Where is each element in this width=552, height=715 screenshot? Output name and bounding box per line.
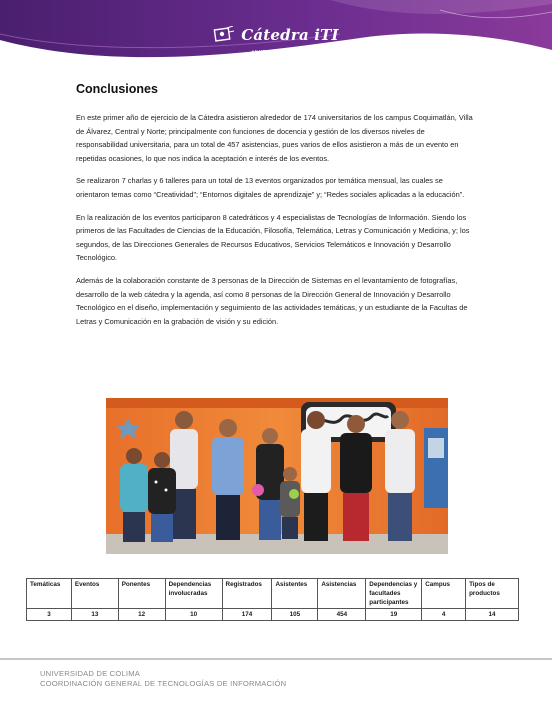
brand-lockup — [0, 26, 552, 56]
paragraph-attendance: En este primer año de ejercicio de la Cátedra asistieron alrededor de 174 universitarios de los campus Coquimatlán, Villa de Álvarez, Central y Norte; principalmente con funciones de docencia y gestión de los diversos niveles de responsabilidad universitaria, para un total de 457 asistencias, pues varios de ellos asistieron a más de un evento en repetidas ocasiones, lo que nos indica la aceptación e interés de los eventos. — [76, 113, 473, 163]
header-tematicas: Temáticas — [27, 579, 72, 609]
section-title: Conclusiones — [76, 82, 158, 96]
value-dependencias-involucradas: 10 — [165, 609, 222, 621]
paragraph-speakers: En la realización de los eventos participaron 8 catedráticos y 4 especialistas de Tecnologías de Información. Siendo los primeros de las Facultades de Ciencias de la Educación, Filosofía, Telemática, Letras y Comunicación y Medicina, y; los segundos, de las Direcciones Generales de Recursos Educativos, Servicios Telemáticos e Innovación y Desarrollo Tecnológico. — [76, 212, 470, 263]
table-row — [27, 609, 519, 621]
value-asistentes: 105 — [272, 609, 318, 621]
header-asistencias: Asistencias — [318, 579, 366, 609]
statistics-table — [26, 578, 519, 621]
header-campus: Campus — [422, 579, 466, 609]
header-dependencias-involucradas: Dependencias involucradas — [165, 579, 222, 609]
footer — [40, 669, 286, 689]
paragraph-events: Se realizaron 7 charlas y 6 talleres para un total de 13 eventos organizados por temática mensual, las cuales se orientaron temas como “Creatividad”; “Entornos digitales de aprendizaje” y; “Redes sociales aplicadas a la educación”. — [76, 176, 465, 199]
value-eventos: 13 — [71, 609, 118, 621]
value-dependencias-facultades: 19 — [366, 609, 422, 621]
value-tipos-productos: 14 — [466, 609, 519, 621]
group-photo — [106, 398, 448, 554]
conclusions-section — [76, 82, 476, 337]
value-registrados: 174 — [222, 609, 272, 621]
table-header-row — [27, 579, 519, 609]
catedra-logo-icon — [213, 26, 235, 44]
value-asistencias: 454 — [318, 609, 366, 621]
value-ponentes: 12 — [118, 609, 165, 621]
header-banner — [0, 0, 552, 70]
brand-name: Cátedra iTI — [241, 26, 339, 44]
header-tipos-productos: Tipos de productos — [466, 579, 519, 609]
value-tematicas: 3 — [27, 609, 72, 621]
footer-coordination: COORDINACIÓN GENERAL DE TECNOLOGÍAS DE INFORMACIÓN — [40, 679, 287, 688]
group-photo-illustration — [106, 398, 448, 554]
header-eventos: Eventos — [71, 579, 118, 609]
footer-divider — [0, 658, 552, 660]
footer-university: UNIVERSIDAD DE COLIMA — [40, 669, 140, 678]
brand-tagline: #EXPANDETUMENTE — [251, 50, 311, 56]
paragraph-collaboration: Además de la colaboración constante de 3 personas de la Dirección de Sistemas en el levantamiento de fotografías, desarrollo de la web cátedra y la agenda, así como 8 personas de la Dirección General de Innovación y Desarrollo Tecnológico en el diseño, implementación y seguimiento de las actividades temáticas, y un estudiante de la Facultas de Letras y Comunicación en la grabación de visión y su edición. — [76, 275, 468, 326]
header-ponentes: Ponentes — [118, 579, 165, 609]
header-registrados: Registrados — [222, 579, 272, 609]
header-asistentes: Asistentes — [272, 579, 318, 609]
value-campus: 4 — [422, 609, 466, 621]
header-dependencias-facultades: Dependencias y facultades participantes — [366, 579, 422, 609]
